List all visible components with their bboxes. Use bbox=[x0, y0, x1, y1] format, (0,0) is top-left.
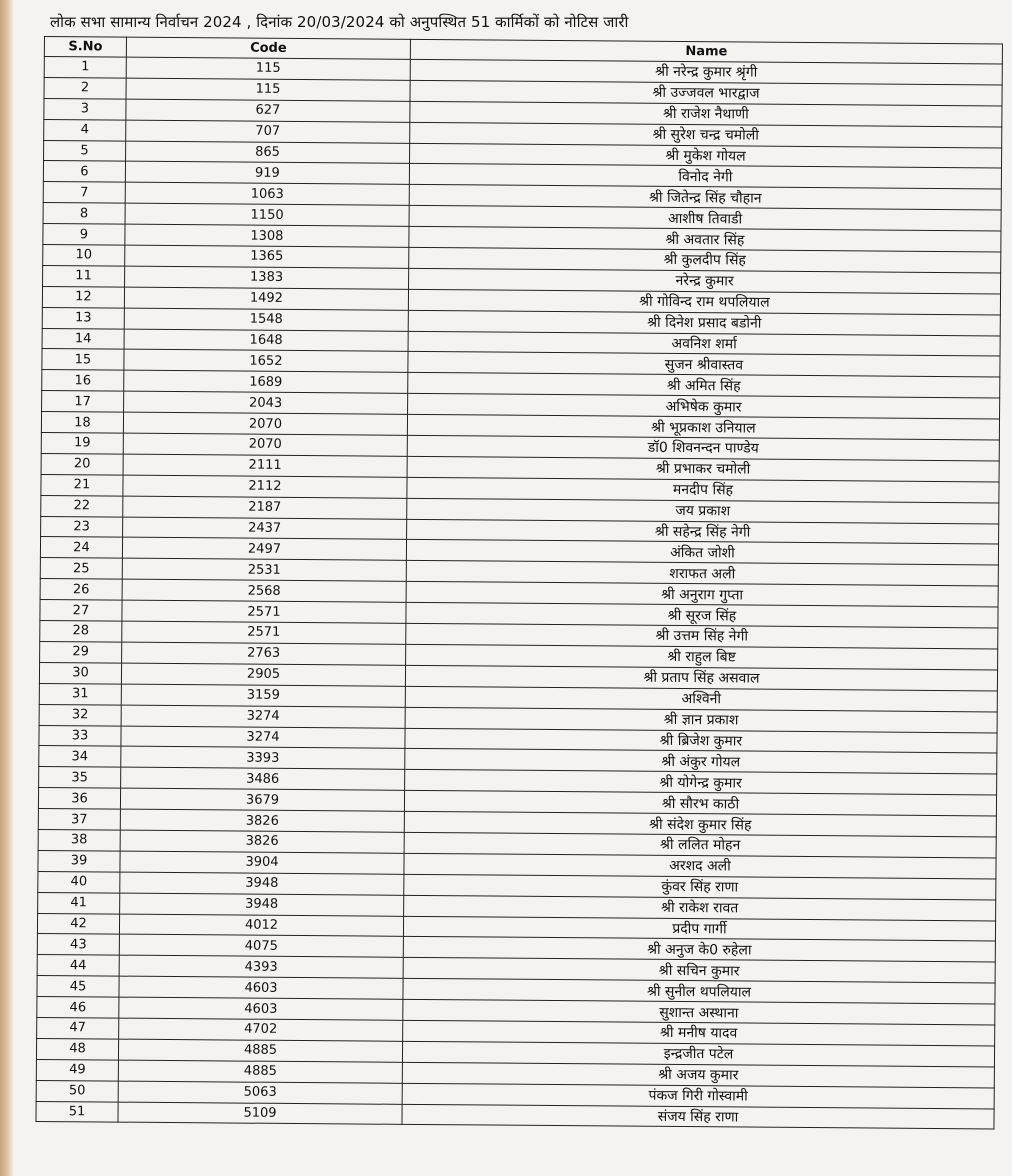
code-cell: 1383 bbox=[125, 266, 409, 289]
name-cell: श्री राजेश नैथाणी bbox=[410, 101, 1002, 127]
code-cell: 3904 bbox=[120, 851, 404, 874]
code-cell: 3274 bbox=[121, 705, 405, 728]
sno-cell: 8 bbox=[43, 203, 125, 225]
name-cell: श्री अनुराग गुप्ता bbox=[406, 582, 998, 608]
name-cell: कुंवर सिंह राणा bbox=[404, 874, 996, 900]
code-cell: 2043 bbox=[124, 391, 408, 414]
name-cell: श्री राहुल बिष्ट bbox=[406, 644, 998, 670]
header-sno: S.No bbox=[44, 37, 126, 58]
name-cell: श्री ज्ञान प्रकाश bbox=[405, 707, 997, 733]
code-cell: 2437 bbox=[123, 517, 407, 540]
sno-cell: 27 bbox=[40, 600, 122, 622]
name-cell: श्री सुनील थपलियाल bbox=[403, 979, 995, 1005]
name-cell: श्री भूप्रकाश उनियाल bbox=[407, 415, 999, 441]
sno-cell: 42 bbox=[37, 913, 119, 935]
name-cell: श्री अजय कुमार bbox=[402, 1062, 994, 1088]
sno-cell: 26 bbox=[40, 579, 122, 601]
code-cell: 5063 bbox=[118, 1081, 402, 1104]
code-cell: 2568 bbox=[122, 579, 406, 602]
code-cell: 115 bbox=[126, 78, 410, 101]
code-cell: 2111 bbox=[123, 454, 407, 477]
sno-cell: 33 bbox=[39, 725, 121, 747]
code-cell: 1548 bbox=[124, 308, 408, 331]
code-cell: 2070 bbox=[123, 433, 407, 456]
name-cell: श्री अंकुर गोयल bbox=[405, 749, 997, 775]
code-cell: 4603 bbox=[119, 976, 403, 999]
name-cell: श्री राकेश रावत bbox=[404, 895, 996, 921]
code-cell: 4885 bbox=[118, 1039, 402, 1062]
name-cell: अभिषेक कुमार bbox=[408, 394, 1000, 420]
name-cell: श्री सूरज सिंह bbox=[406, 603, 998, 629]
sno-cell: 36 bbox=[38, 788, 120, 810]
sno-cell: 43 bbox=[37, 934, 119, 956]
sno-cell: 39 bbox=[38, 850, 120, 872]
notice-sheet bbox=[35, 36, 1002, 1130]
code-cell: 1689 bbox=[124, 370, 408, 393]
name-cell: जय प्रकाश bbox=[407, 498, 999, 524]
sno-cell: 6 bbox=[43, 161, 125, 183]
absentee-table bbox=[35, 36, 1003, 1130]
code-cell: 1365 bbox=[125, 245, 409, 268]
code-cell: 1648 bbox=[124, 329, 408, 352]
sno-cell: 18 bbox=[41, 412, 123, 434]
sno-cell: 7 bbox=[43, 182, 125, 204]
sno-cell: 45 bbox=[37, 976, 119, 998]
sno-cell: 44 bbox=[37, 955, 119, 977]
sno-cell: 40 bbox=[38, 871, 120, 893]
name-cell: अरशद अली bbox=[404, 853, 996, 879]
sno-cell: 46 bbox=[37, 997, 119, 1019]
code-cell: 2571 bbox=[122, 600, 406, 623]
header-name: Name bbox=[410, 39, 1002, 64]
name-cell: नरेन्द्र कुमार bbox=[409, 268, 1001, 294]
sno-cell: 12 bbox=[42, 286, 124, 308]
name-cell: श्री सौरभ काठी bbox=[404, 791, 996, 817]
sno-cell: 31 bbox=[39, 683, 121, 705]
sno-cell: 38 bbox=[38, 829, 120, 851]
name-cell: मनदीप सिंह bbox=[407, 477, 999, 503]
name-cell: अंकित जोशी bbox=[406, 540, 998, 566]
code-cell: 3274 bbox=[121, 726, 405, 749]
code-cell: 3948 bbox=[120, 893, 404, 916]
sno-cell: 14 bbox=[42, 328, 124, 350]
name-cell: श्री नरेन्द्र कुमार श्रृंगी bbox=[410, 59, 1002, 85]
sno-cell: 47 bbox=[37, 1017, 119, 1039]
code-cell: 2531 bbox=[122, 559, 406, 582]
name-cell: श्री सहेन्द्र सिंह नेगी bbox=[407, 519, 999, 545]
code-cell: 3679 bbox=[120, 788, 404, 811]
code-cell: 4075 bbox=[119, 935, 403, 958]
sno-cell: 10 bbox=[43, 245, 125, 267]
name-cell: विनोद नेगी bbox=[409, 164, 1001, 190]
name-cell: डॉ0 शिवनन्दन पाण्डेय bbox=[407, 435, 999, 461]
sno-cell: 25 bbox=[40, 558, 122, 580]
name-cell: श्री योगेन्द्र कुमार bbox=[405, 770, 997, 796]
sno-cell: 35 bbox=[39, 767, 121, 789]
name-cell: शराफत अली bbox=[406, 561, 998, 587]
document-title: लोक सभा सामान्य निर्वाचन 2024 , दिनांक 20/03/2024 को अनुपस्थित 51 कार्मिकों को नोटिस जारी bbox=[50, 13, 629, 31]
code-cell: 3393 bbox=[121, 747, 405, 770]
sno-cell: 50 bbox=[36, 1080, 118, 1102]
sno-cell: 15 bbox=[42, 349, 124, 371]
sno-cell: 9 bbox=[43, 224, 125, 246]
code-cell: 627 bbox=[126, 99, 410, 122]
name-cell: श्री संदेश कुमार सिंह bbox=[404, 811, 996, 837]
code-cell: 3159 bbox=[121, 684, 405, 707]
name-cell: श्री प्रभाकर चमोली bbox=[407, 456, 999, 482]
code-cell: 2187 bbox=[123, 496, 407, 519]
code-cell: 1652 bbox=[124, 350, 408, 373]
code-cell: 1150 bbox=[125, 203, 409, 226]
sno-cell: 22 bbox=[41, 495, 123, 517]
sno-cell: 3 bbox=[44, 98, 126, 120]
name-cell: अवनिश शर्मा bbox=[408, 331, 1000, 357]
name-cell: इन्द्रजीत पटेल bbox=[402, 1041, 994, 1067]
sno-cell: 34 bbox=[39, 746, 121, 768]
sno-cell: 1 bbox=[44, 57, 126, 79]
name-cell: श्री अवतार सिंह bbox=[409, 226, 1001, 252]
sno-cell: 19 bbox=[41, 433, 123, 455]
name-cell: श्री प्रताप सिंह असवाल bbox=[405, 665, 997, 691]
name-cell: श्री ब्रिजेश कुमार bbox=[405, 728, 997, 754]
sno-cell: 30 bbox=[39, 662, 121, 684]
code-cell: 1063 bbox=[125, 182, 409, 205]
name-cell: श्री जितेन्द्र सिंह चौहान bbox=[409, 185, 1001, 211]
code-cell: 5109 bbox=[118, 1102, 402, 1125]
sno-cell: 20 bbox=[41, 453, 123, 475]
name-cell: श्री उत्तम सिंह नेगी bbox=[406, 623, 998, 649]
code-cell: 3826 bbox=[120, 809, 404, 832]
code-cell: 4012 bbox=[119, 914, 403, 937]
sno-cell: 48 bbox=[36, 1038, 118, 1060]
name-cell: श्री मुकेश गोयल bbox=[410, 143, 1002, 169]
sno-cell: 41 bbox=[38, 892, 120, 914]
code-cell: 919 bbox=[125, 162, 409, 185]
code-cell: 3826 bbox=[120, 830, 404, 853]
code-cell: 2571 bbox=[122, 621, 406, 644]
code-cell: 2763 bbox=[122, 642, 406, 665]
name-cell: श्री अनुज के0 रुहेला bbox=[403, 937, 995, 963]
sno-cell: 37 bbox=[38, 809, 120, 831]
name-cell: श्री मनीष यादव bbox=[403, 1020, 995, 1046]
sno-cell: 13 bbox=[42, 307, 124, 329]
sno-cell: 29 bbox=[40, 641, 122, 663]
code-cell: 707 bbox=[126, 120, 410, 143]
code-cell: 2070 bbox=[123, 412, 407, 435]
code-cell: 4393 bbox=[119, 955, 403, 978]
code-cell: 4603 bbox=[119, 997, 403, 1020]
code-cell: 3486 bbox=[121, 767, 405, 790]
code-cell: 2112 bbox=[123, 475, 407, 498]
name-cell: श्री सुरेश चन्द्र चमोली bbox=[410, 122, 1002, 148]
sno-cell: 28 bbox=[40, 621, 122, 643]
sno-cell: 21 bbox=[41, 474, 123, 496]
name-cell: आशीष तिवाडी bbox=[409, 206, 1001, 232]
sno-cell: 2 bbox=[44, 77, 126, 99]
name-cell: श्री सचिन कुमार bbox=[403, 958, 995, 984]
name-cell: पंकज गिरी गोस्वामी bbox=[402, 1083, 994, 1109]
name-cell: श्री अमित सिंह bbox=[408, 373, 1000, 399]
name-cell: श्री ललित मोहन bbox=[404, 832, 996, 858]
code-cell: 1308 bbox=[125, 224, 409, 247]
name-cell: श्री उज्जवल भारद्वाज bbox=[410, 80, 1002, 106]
name-cell: प्रदीप गार्गी bbox=[403, 916, 995, 942]
code-cell: 1492 bbox=[124, 287, 408, 310]
sno-cell: 32 bbox=[39, 704, 121, 726]
code-cell: 4885 bbox=[118, 1060, 402, 1083]
code-cell: 4702 bbox=[119, 1018, 403, 1041]
page-edge bbox=[0, 0, 14, 1176]
name-cell: श्री कुलदीप सिंह bbox=[409, 247, 1001, 273]
sno-cell: 23 bbox=[41, 516, 123, 538]
name-cell: सुशान्त अस्थाना bbox=[403, 999, 995, 1025]
sno-cell: 24 bbox=[40, 537, 122, 559]
header-code: Code bbox=[126, 37, 410, 59]
code-cell: 115 bbox=[126, 57, 410, 80]
code-cell: 865 bbox=[126, 141, 410, 164]
name-cell: सुजन श्रीवास्तव bbox=[408, 352, 1000, 378]
sno-cell: 51 bbox=[36, 1101, 118, 1123]
name-cell: श्री गोविन्द राम थपलियाल bbox=[408, 289, 1000, 315]
sno-cell: 17 bbox=[42, 391, 124, 413]
sno-cell: 5 bbox=[44, 140, 126, 162]
sno-cell: 16 bbox=[42, 370, 124, 392]
code-cell: 2497 bbox=[122, 538, 406, 561]
code-cell: 2905 bbox=[121, 663, 405, 686]
table-body bbox=[36, 57, 1002, 1130]
name-cell: अश्विनी bbox=[405, 686, 997, 712]
name-cell: संजय सिंह राणा bbox=[402, 1104, 994, 1130]
name-cell: श्री दिनेश प्रसाद बडोनी bbox=[408, 310, 1000, 336]
sno-cell: 11 bbox=[43, 265, 125, 287]
sno-cell: 4 bbox=[44, 119, 126, 141]
code-cell: 3948 bbox=[120, 872, 404, 895]
sno-cell: 49 bbox=[36, 1059, 118, 1081]
